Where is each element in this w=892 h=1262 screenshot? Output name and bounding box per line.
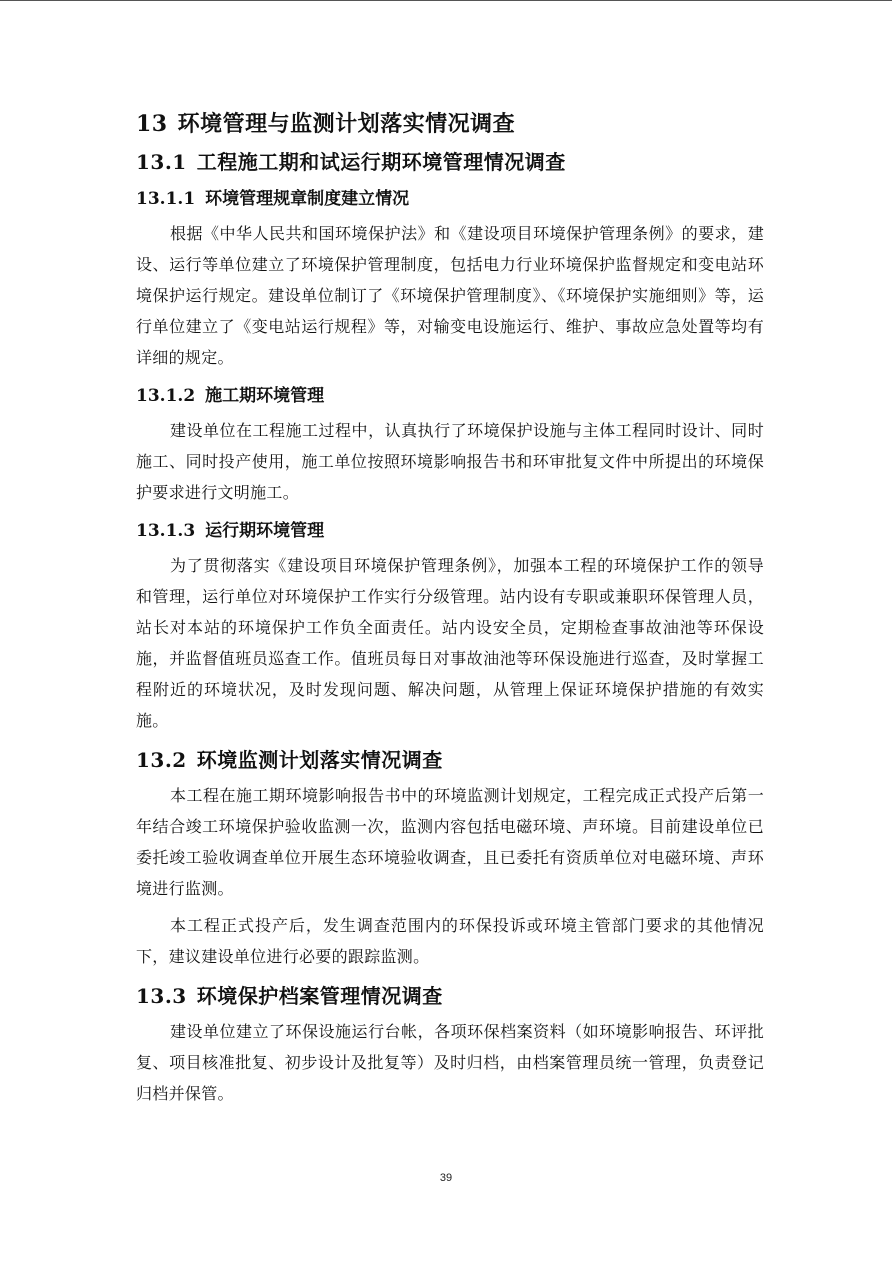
document-body <box>136 106 764 1115</box>
heading-title: 工程施工期和试运行期环境管理情况调查 <box>196 150 566 174</box>
paragraph-13-3: 建设单位建立了环保设施运行台帐，各项环保档案资料（如环境影响报告、环评批复、项目核准批复、初步设计及批复等）及时归档，由档案管理员统一管理，负责登记归档并保管。 <box>136 1022 764 1103</box>
heading-13-1 <box>136 144 764 180</box>
heading-13-3 <box>136 978 764 1014</box>
paragraph-13-1-2: 建设单位在工程施工过程中，认真执行了环境保护设施与主体工程同时设计、同时施工、同时投产使用，施工单位按照环境影响报告书和环审批复文件中所提出的环境保护要求进行文明施工。 <box>136 421 764 502</box>
heading-title: 环境监测计划落实情况调查 <box>196 748 443 772</box>
heading-title: 环境管理规章制度建立情况 <box>205 189 410 209</box>
heading-number: 13.1.2 <box>136 386 196 406</box>
heading-title: 环境保护档案管理情况调查 <box>196 984 443 1008</box>
heading-title: 运行期环境管理 <box>205 521 325 541</box>
page-number: 39 <box>439 1172 453 1184</box>
heading-number: 13.1.1 <box>136 189 196 209</box>
heading-number: 13 <box>136 111 168 137</box>
paragraph-13-2-a: 本工程在施工期环境影响报告书中的环境监测计划规定，工程完成正式投产后第一年结合竣工环境保护验收监测一次，监测内容包括电磁环境、声环境。目前建设单位已委托竣工验收调查单位开展生态环境验收调查，且已委托有资质单位对电磁环境、声环境进行监测。 <box>136 786 764 898</box>
heading-number: 13.2 <box>136 748 187 772</box>
heading-number: 13.1.3 <box>136 521 196 541</box>
heading-number: 13.1 <box>136 150 187 174</box>
heading-13-2 <box>136 742 764 778</box>
heading-number: 13.3 <box>136 984 187 1008</box>
paragraph-13-1-3: 为了贯彻落实《建设项目环境保护管理条例》，加强本工程的环境保护工作的领导和管理，运行单位对环境保护工作实行分级管理。站内设有专职或兼职环保管理人员，站长对本站的环境保护工作负全面责任。站内设安全员，定期检查事故油池等环保设施，并监督值班员巡查工作。值班员每日对事故油池等环保设施进行巡查，及时掌握工程附近的环境状况，及时发现问题、解决问题，从管理上保证环境保护措施的有效实施。 <box>136 556 764 730</box>
heading-13-1-3 <box>136 514 764 548</box>
heading-13 <box>136 106 764 142</box>
heading-title: 环境管理与监测计划落实情况调查 <box>177 111 516 137</box>
paragraph-13-2-b: 本工程正式投产后，发生调查范围内的环保投诉或环境主管部门要求的其他情况下，建议建设单位进行必要的跟踪监测。 <box>136 916 764 966</box>
heading-13-1-1 <box>136 182 764 216</box>
heading-13-1-2 <box>136 379 764 413</box>
top-border-line <box>0 0 892 1</box>
paragraph-13-1-1: 根据《中华人民共和国环境保护法》和《建设项目环境保护管理条例》的要求，建设、运行等单位建立了环境保护管理制度，包括电力行业环境保护监督规定和变电站环境保护运行规定。建设单位制订了《环境保护管理制度》、《环境保护实施细则》等，运行单位建立了《变电站运行规程》等，对输变电设施运行、维护、事故应急处置等均有详细的规定。 <box>136 224 764 367</box>
heading-title: 施工期环境管理 <box>205 386 325 406</box>
